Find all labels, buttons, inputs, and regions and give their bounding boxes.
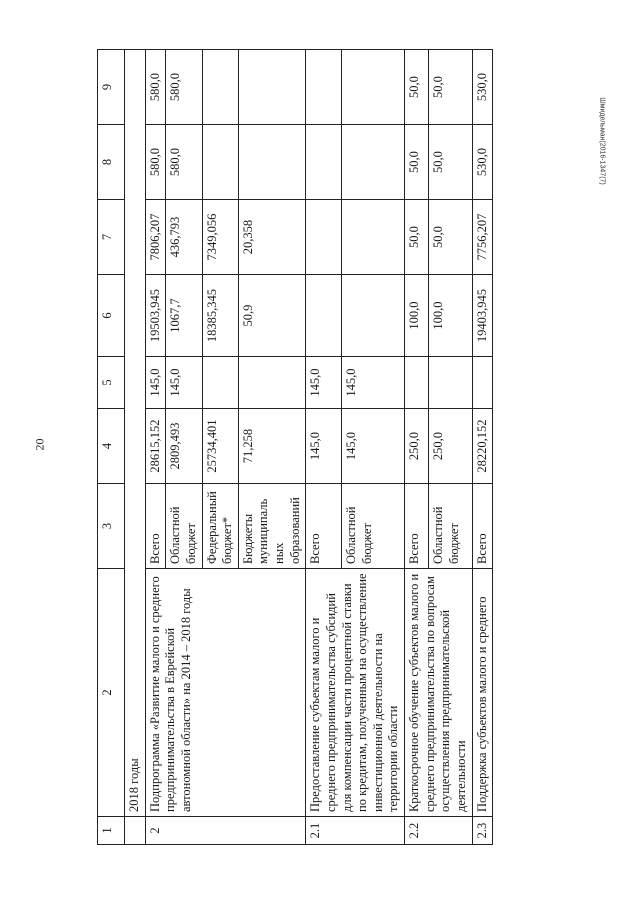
funding-source: Всего bbox=[145, 484, 166, 569]
item-number: 2.1 bbox=[306, 817, 405, 845]
item-number: 2 bbox=[145, 817, 306, 845]
value-c9: 580,0 bbox=[145, 50, 166, 125]
value-c6: 100,0 bbox=[405, 275, 429, 357]
item-number: 2.3 bbox=[472, 817, 493, 845]
value-c8: 50,0 bbox=[429, 125, 472, 200]
value-c6: 18385,345 bbox=[202, 275, 238, 357]
column-header: 5 bbox=[98, 357, 125, 409]
value-c7: 436,793 bbox=[166, 200, 202, 275]
value-c8 bbox=[238, 125, 306, 200]
value-c5: 145,0 bbox=[306, 357, 342, 409]
page-number: 20 bbox=[32, 438, 47, 451]
value-c7: 7756,207 bbox=[472, 200, 493, 275]
item-name: Подпрограмма «Развитие малого и среднего предпринимательства в Еврейской автономной области» на 2014 – 2018 годы bbox=[145, 569, 306, 817]
value-c5 bbox=[472, 357, 493, 409]
funding-source: Федеральный бюджет* bbox=[202, 484, 238, 569]
value-c4: 71,258 bbox=[238, 409, 306, 484]
empty-cell bbox=[125, 817, 146, 845]
item-name: Поддержка субъектов малого и среднего bbox=[472, 569, 493, 817]
value-c5 bbox=[405, 357, 429, 409]
table-body bbox=[98, 50, 493, 845]
funding-source: Областной бюджет bbox=[342, 484, 405, 569]
year-cell: 2018 годы bbox=[125, 50, 146, 817]
value-c6 bbox=[306, 275, 342, 357]
value-c8: 530,0 bbox=[472, 125, 493, 200]
value-c9: 580,0 bbox=[166, 50, 202, 125]
budget-table bbox=[97, 49, 493, 845]
value-c6: 50,9 bbox=[238, 275, 306, 357]
value-c4: 145,0 bbox=[342, 409, 405, 484]
value-c7 bbox=[306, 200, 342, 275]
value-c6: 19403,945 bbox=[472, 275, 493, 357]
value-c7: 7349,056 bbox=[202, 200, 238, 275]
value-c8: 580,0 bbox=[166, 125, 202, 200]
funding-source: Бюджеты муниципаль ных образований bbox=[238, 484, 306, 569]
value-c9: 50,0 bbox=[429, 50, 472, 125]
value-c9: 50,0 bbox=[405, 50, 429, 125]
table-row bbox=[145, 50, 166, 845]
document-code bbox=[578, 96, 626, 186]
value-c6: 100,0 bbox=[429, 275, 472, 357]
rotated-budget-table bbox=[97, 50, 574, 845]
value-c7 bbox=[342, 200, 405, 275]
item-name: Предоставление субъектам малого и среднего предпринимательства субсидий для компенсации части процентной ставки по кредитам, полученным на осуществление инвестиционной деятельности на территории области bbox=[306, 569, 405, 817]
value-c9 bbox=[238, 50, 306, 125]
column-header: 1 bbox=[98, 817, 125, 845]
value-c7: 7806,207 bbox=[145, 200, 166, 275]
value-c7: 50,0 bbox=[429, 200, 472, 275]
value-c8 bbox=[202, 125, 238, 200]
column-header: 8 bbox=[98, 125, 125, 200]
funding-source: Всего bbox=[306, 484, 342, 569]
value-c9: 530,0 bbox=[472, 50, 493, 125]
value-c5 bbox=[429, 357, 472, 409]
year-row bbox=[125, 50, 146, 845]
value-c7: 50,0 bbox=[405, 200, 429, 275]
value-c9 bbox=[202, 50, 238, 125]
value-c4: 28615,152 bbox=[145, 409, 166, 484]
value-c4: 250,0 bbox=[405, 409, 429, 484]
column-header: 9 bbox=[98, 50, 125, 125]
item-number: 2.2 bbox=[405, 817, 473, 845]
value-c8: 50,0 bbox=[405, 125, 429, 200]
value-c6: 19503,945 bbox=[145, 275, 166, 357]
value-c4: 250,0 bbox=[429, 409, 472, 484]
value-c5 bbox=[202, 357, 238, 409]
value-c9 bbox=[342, 50, 405, 125]
value-c5: 145,0 bbox=[342, 357, 405, 409]
item-name: Краткосрочное обучение субъектов малого и среднего предпринимательства по вопросам осуществления предпринимательской деятельности bbox=[405, 569, 473, 817]
value-c8 bbox=[306, 125, 342, 200]
value-c8: 580,0 bbox=[145, 125, 166, 200]
value-c4: 25734,401 bbox=[202, 409, 238, 484]
header-row bbox=[98, 50, 125, 845]
value-c5: 145,0 bbox=[166, 357, 202, 409]
value-c7: 20,358 bbox=[238, 200, 306, 275]
column-header: 4 bbox=[98, 409, 125, 484]
value-c8 bbox=[342, 125, 405, 200]
value-c5 bbox=[238, 357, 306, 409]
column-header: 7 bbox=[98, 200, 125, 275]
value-c5: 145,0 bbox=[145, 357, 166, 409]
funding-source: Всего bbox=[472, 484, 493, 569]
value-c6: 1067,7 bbox=[166, 275, 202, 357]
table-row bbox=[405, 50, 429, 845]
value-c4: 2809,493 bbox=[166, 409, 202, 484]
funding-source: Областной бюджет bbox=[429, 484, 472, 569]
value-c4: 145,0 bbox=[306, 409, 342, 484]
funding-source: Областной бюджет bbox=[166, 484, 202, 569]
value-c4: 28220,152 bbox=[472, 409, 493, 484]
column-header: 6 bbox=[98, 275, 125, 357]
value-c6 bbox=[342, 275, 405, 357]
value-c9 bbox=[306, 50, 342, 125]
table-row bbox=[472, 50, 493, 845]
column-header: 3 bbox=[98, 484, 125, 569]
document-code-text: Шмидельман(2016-1347(7) bbox=[598, 97, 606, 185]
funding-source: Всего bbox=[405, 484, 429, 569]
table-row bbox=[306, 50, 342, 845]
column-header: 2 bbox=[98, 569, 125, 817]
